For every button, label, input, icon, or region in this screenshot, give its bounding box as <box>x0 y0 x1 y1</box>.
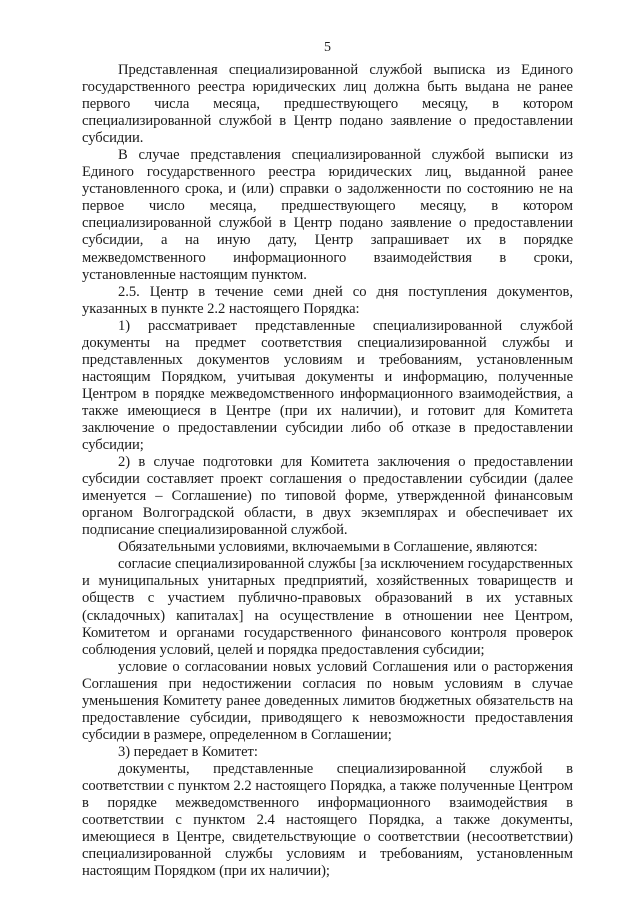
page-number: 5 <box>324 40 331 55</box>
paragraph-interagency-request: В случае представления специализированной службой выписки из Единого государственного реестра юридических лиц, выданной ранее установленного срока, и (или) справки о задолженности по состоянию не на первое число месяца, предшествующего месяцу, в котором специализированной службой в Центр подано заявление о предоставлении субсидии, а на иную дату, Центр запрашивает их в порядке межведомственного информационного взаимодействия в сроки, установленные настоящим пунктом. <box>82 147 573 283</box>
paragraph-consent-condition: согласие специализированной службы [за исключением государственных и муниципальных унитарных предприятий, хозяйственных товариществ и обществ с участием публично-правовых образований в их уставных (складочных) капиталах] на осуществление в отношении нее Центром, Комитетом и органами государственного финансового контроля проверок соблюдения условий, целей и порядка предоставления субсидии; <box>82 556 573 658</box>
paragraph-item-3: 3) передает в Комитет: <box>118 743 258 760</box>
paragraph-2-5: 2.5. Центр в течение семи дней со дня поступления документов, указанных в пункте 2.2 настоящего Порядка: <box>82 283 573 317</box>
paragraph-egrul-extract: Представленная специализированной службой выписка из Единого государственного реестра юридических лиц должна быть выдана не ранее первого числа месяца, предшествующего месяцу, в котором специализированной службой в Центр подано заявление о предоставлении субсидии. <box>82 62 573 147</box>
paragraph-documents: документы, представленные специализированной службой в соответствии с пунктом 2.2 настоящего Порядка, а также полученные Центром в порядке межведомственного информационного взаимодействия в соответствии с пунктом 2.4 настоящего Порядка, а также документы, имеющиеся в Центре, свидетельствующие о соответствии (несоответствии) специализированной службы условиям и требованиям, установленным настоящим Порядком (при их наличии); <box>82 760 573 880</box>
paragraph-agreement-condition: условие о согласовании новых условий Соглашения или о расторжения Соглашения при недостижении согласия по новым условиям в случае уменьшения Комитету ранее доведенных лимитов бюджетных обязательств на предоставление субсидии, приводящего к невозможности предоставления субсидии в размере, определенном в Соглашении; <box>82 658 573 743</box>
paragraph-mandatory-conditions: Обязательными условиями, включаемыми в Соглашение, являются: <box>118 539 538 556</box>
paragraph-item-2: 2) в случае подготовки для Комитета заключения о предоставлении субсидии составляет проект соглашения о предоставлении субсидии (далее именуется – Соглашение) по типовой форме, утвержденной финансовым органом Волгоградской области, в двух экземплярах и обеспечивает их подписание специализированной службой. <box>82 454 573 539</box>
paragraph-item-1: 1) рассматривает представленные специализированной службой документы на предмет соответствия специализированной службы и представленных документов условиям и требованиям, установленным настоящим Порядком, учитывая документы и информацию, полученные Центром в порядке межведомственного информационного взаимодействия, а также имеющиеся в Центре (при их наличии), и готовит для Комитета заключение о предоставлении субсидии либо об отказе в предоставлении субсидии; <box>82 317 573 454</box>
